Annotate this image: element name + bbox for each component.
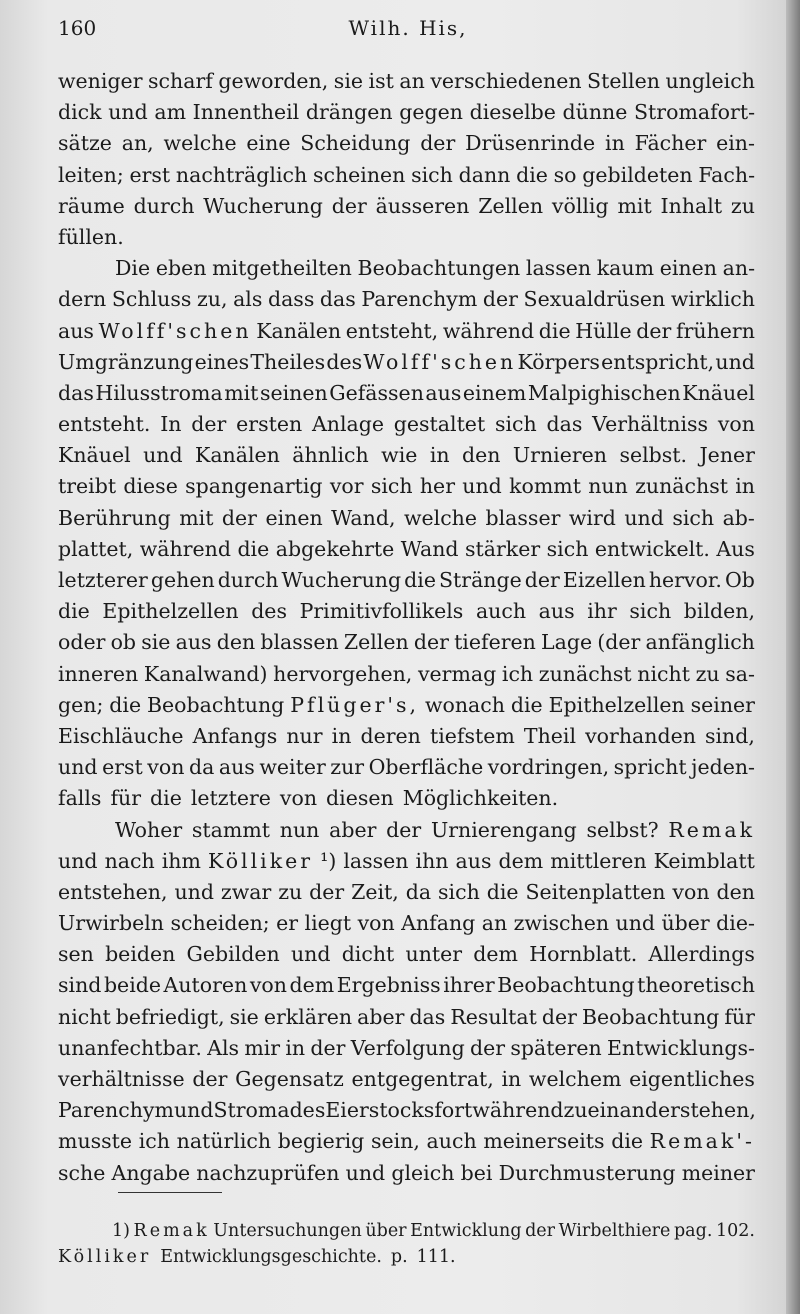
text-line: sche Angabe nachzuprüfen und gleich bei Durchmusterung meiner: [58, 1160, 755, 1185]
body-text: [58, 66, 755, 1189]
text-line: sätze an, welche eine Scheidung der Drüsenrinde in Fächer ein-: [58, 131, 755, 156]
text-line: gen; die Beobachtung Pflüger's, wonach die Epithelzellen seiner: [58, 692, 755, 717]
text-line: weniger scharf geworden, sie ist an verschiedenen Stellen ungleich: [58, 69, 755, 93]
text-line: Eischläuche Anfangs nur in deren tiefstem Theil vorhanden sind,: [58, 723, 755, 748]
footnote: [58, 1218, 755, 1270]
text-line: dern Schluss zu, als dass das Parenchym der Sexualdrüsen wirklich: [58, 287, 755, 312]
text-line: falls für die letztere von diesen Möglichkeiten.: [58, 786, 559, 811]
text-line: unanfechtbar. Als mir in der Verfolgung der späteren Entwicklungs-: [58, 1035, 755, 1060]
text-line: Parenchym und Stroma des Eierstocks fortwährend zu einander stehen,: [58, 1098, 756, 1123]
text-line: Die eben mitgetheilten Beobachtungen lassen kaum einen an-: [115, 256, 755, 281]
text-line: aus Wolff'schen Kanälen entsteht, während die Hülle der frühern: [58, 318, 755, 343]
running-head: Wilh. His,: [348, 16, 468, 40]
text-line: treibt diese spangenartig vor sich her und kommt nun zunächst in: [58, 474, 755, 499]
text-line: räume durch Wucherung der äusseren Zellen völlig mit Inhalt zu: [58, 193, 755, 218]
text-line: und erst von da aus weiter zur Oberfläche vordringen, spricht jeden-: [58, 755, 755, 780]
text-line: leiten; erst nachträglich scheinen sich dann die so gebildeten Fach-: [58, 162, 755, 187]
page-header: [58, 16, 758, 48]
text-line: Umgränzung eines Theiles des Wolff'schen Körpers entspricht, und: [58, 349, 755, 374]
text-line: musste ich natürlich begierig sein, auch meinerseits die Remak'-: [58, 1129, 755, 1154]
text-line: sind beide Autoren von dem Ergebniss ihrer Beobachtung theoretisch: [58, 973, 755, 998]
text-line: und nach ihm Kölliker ¹) lassen ihn aus dem mittleren Keimblatt: [58, 848, 755, 873]
footnote-separator: [118, 1192, 222, 1193]
text-line: verhältnisse der Gegensatz entgegentrat, in welchem eigentliches: [58, 1067, 755, 1091]
text-line: letzterer gehen durch Wucherung die Stränge der Eizellen hervor. Ob: [58, 568, 755, 592]
footnote-line: Kölliker Entwicklungsgeschichte. p. 111.: [58, 1247, 456, 1267]
text-line: entsteht. In der ersten Anlage gestaltet sich das Verhältniss von: [58, 412, 755, 437]
text-line: dick und am Innentheil drängen gegen dieselbe dünne Stromafort-: [58, 100, 755, 125]
text-line: Berührung mit der einen Wand, welche blasser wird und sich ab-: [58, 505, 755, 530]
text-line: sen beiden Gebilden und dicht unter dem Hornblatt. Allerdings: [58, 942, 755, 967]
page-number: 160: [58, 16, 97, 40]
text-line: Knäuel und Kanälen ähnlich wie in den Urnieren selbst. Jener: [58, 443, 755, 468]
text-line: das Hilusstroma mit seinen Gefässen aus einem Malpighischen Knäuel: [58, 380, 755, 405]
text-line: nicht befriedigt, sie erklären aber das Resultat der Beobachtung für: [58, 1004, 755, 1029]
page-edge-shadow: [786, 0, 800, 1314]
text-line: Woher stammt nun aber der Urnierengang selbst? Remak: [115, 817, 755, 842]
text-line: inneren Kanalwand) hervorgehen, vermag ich zunächst nicht zu sa-: [58, 661, 755, 686]
text-line: Urwirbeln scheiden; er liegt von Anfang an zwischen und über die-: [58, 911, 755, 936]
text-line: oder ob sie aus den blassen Zellen der tieferen Lage (der anfänglich: [58, 630, 755, 655]
text-line: füllen.: [58, 224, 124, 249]
text-line: entstehen, und zwar zu der Zeit, da sich die Seitenplatten von den: [58, 879, 755, 904]
text-line: plattet, während die abgekehrte Wand stärker sich entwickelt. Aus: [58, 536, 755, 561]
text-line: die Epithelzellen des Primitivfollikels auch aus ihr sich bilden,: [58, 599, 755, 624]
footnote-line: 1) Remak Untersuchungen über Entwicklung der Wirbelthiere pag. 102.: [112, 1221, 755, 1241]
